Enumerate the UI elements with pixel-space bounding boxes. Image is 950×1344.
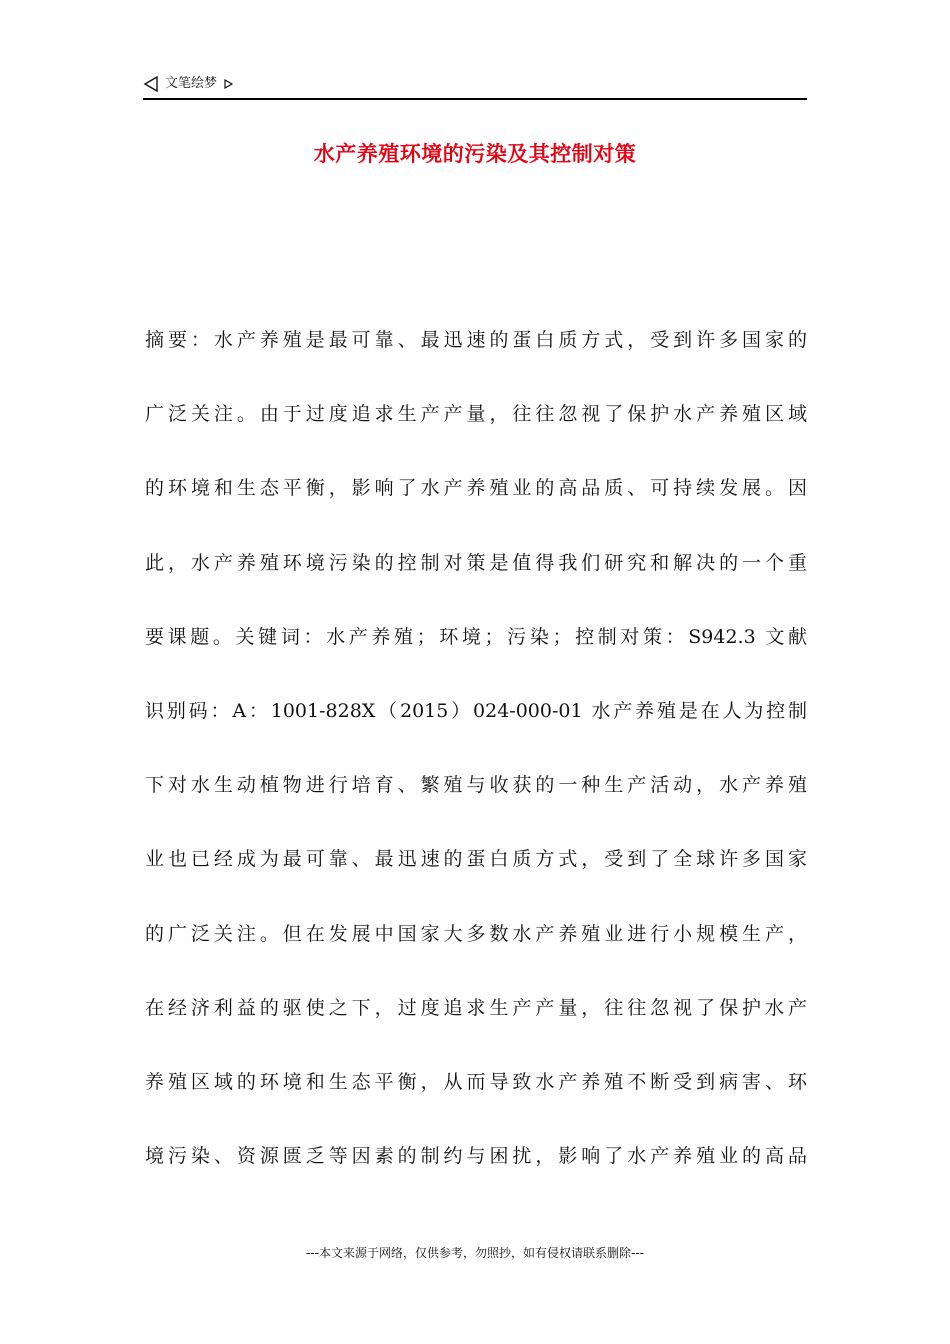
body-line: 的环境和生态平衡，影响了水产养殖业的高品质、可持续发展。因 [145, 477, 807, 500]
body-line: 此，水产养殖环境污染的控制对策是值得我们研究和解决的一个重 [145, 551, 807, 574]
body-line: 业也已经成为最可靠、最迅速的蛋白质方式，受到了全球许多国家 [145, 848, 807, 871]
body-line: 在经济利益的驱使之下，过度追求生产产量，往往忽视了保护水产 [145, 996, 807, 1019]
body-line: 境污染、资源匮乏等因素的制约与困扰，影响了水产养殖业的高品 [145, 1145, 807, 1168]
brand [143, 74, 233, 94]
page-header [143, 74, 807, 100]
brand-name: 文笔绘梦 [165, 76, 218, 91]
body-line: 下对水生动植物进行培育、繁殖与收获的一种生产活动，水产养殖 [145, 774, 807, 797]
document-title: 水产养殖环境的污染及其控制对策 [313, 141, 637, 166]
body-line: 广泛关注。由于过度追求生产产量，往往忽视了保护水产养殖区域 [145, 403, 807, 426]
body-line: 要课题。关键词：水产养殖；环境；污染；控制对策：S942.3 文献 [145, 625, 807, 648]
triangle-right-icon [223, 78, 233, 90]
triangle-left-icon [143, 75, 159, 93]
page-footer-disclaimer: ---本文来源于网络，仅供参考，勿照抄，如有侵权请联系删除--- [306, 1246, 644, 1260]
body-line: 养殖区域的环境和生态平衡，从而导致水产养殖不断受到病害、环 [145, 1070, 807, 1093]
body-line: 的广泛关注。但在发展中国家大多数水产养殖业进行小规模生产， [145, 922, 807, 945]
body-line: 摘要：水产养殖是最可靠、最迅速的蛋白质方式，受到许多国家的 [145, 329, 807, 351]
body-line: 识别码：A：1001-828X（2015）024-000-01 水产养殖是在人为控制 [145, 699, 807, 722]
document-body [145, 318, 807, 1208]
